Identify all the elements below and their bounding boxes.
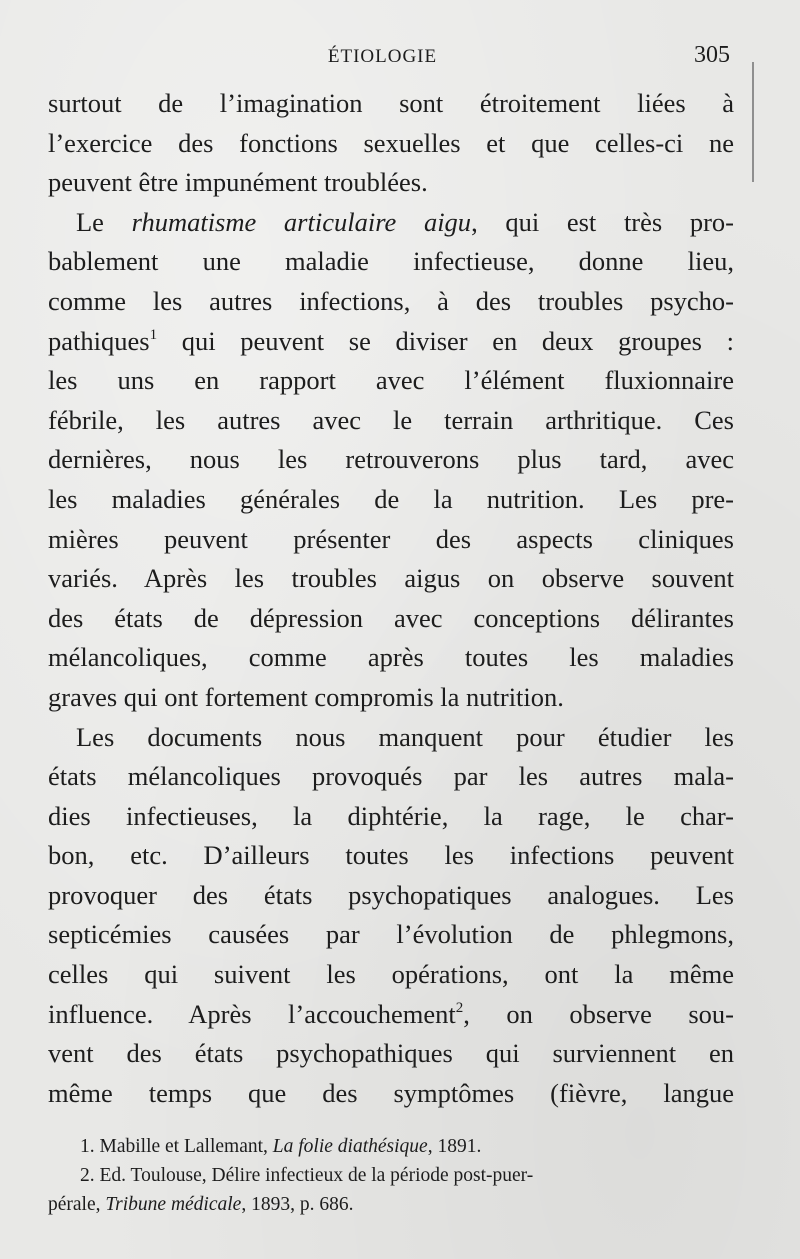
text-line: vent des états psychopathiques qui surviennent en [48, 1038, 734, 1069]
text-line [48, 203, 734, 243]
text-run: Le [76, 206, 132, 237]
text-line: fébrile, les autres avec le terrain arthritique. Ces [48, 404, 734, 435]
text-line: des états de dépression avec conceptions délirantes [48, 602, 734, 633]
text-line: états mélancoliques provoqués par les autres mala- [48, 761, 734, 792]
emphasis-text: La folie diathésique [272, 1136, 428, 1157]
text-line: celles qui suivent les opérations, ont la même [48, 959, 734, 990]
body-text [48, 84, 734, 1113]
footnote-ref: 1 [149, 326, 158, 343]
text-line: même temps que des symptômes (fièvre, langue [48, 1077, 734, 1108]
text-run: , qui est très pro- [471, 206, 734, 237]
text-run: pathiques [48, 325, 150, 356]
text-line: surtout de l’imagination sont étroitement liées à [48, 88, 734, 118]
text-line: mières peuvent présenter des aspects cliniques [48, 523, 734, 554]
text-run: , on observe sou- [463, 998, 734, 1029]
text-line [48, 322, 734, 362]
text-line: les uns en rapport avec l’élément fluxionnaire [48, 365, 734, 396]
text-line: septicémies causées par l’évolution de phlegmons, [48, 919, 734, 950]
text-line: bablement une maladie infectieuse, donne lieu, [48, 246, 734, 277]
text-line: Les documents nous manquent pour étudier les [76, 721, 734, 752]
text-line: les maladies générales de la nutrition. Les pre- [48, 483, 734, 514]
footnotes [48, 1132, 748, 1219]
text-run: influence. Après l’accouchement [48, 998, 456, 1029]
footnote-2-continued [48, 1190, 748, 1219]
margin-rule [752, 62, 754, 182]
text-line [48, 995, 734, 1035]
text-run: qui peuvent se diviser en deux groupes : [157, 325, 734, 356]
text-line: dernières, nous les retrouverons plus tard, avec [48, 444, 734, 475]
text-line: dies infectieuses, la diphtérie, la rage, le char- [48, 800, 734, 831]
page-number: 305 [694, 42, 730, 68]
text-line: provoquer des états psychopatiques analogues. Les [48, 879, 734, 910]
text-line: bon, etc. D’ailleurs toutes les infections peuvent [48, 840, 734, 871]
text-run: , 1893, p. 686. [241, 1194, 354, 1215]
footnote-2: 2. Ed. Toulouse, Délire infectieux de la période post-puer- [80, 1165, 534, 1186]
text-run: pérale, [48, 1194, 106, 1215]
footnote-ref: 2 [455, 999, 464, 1016]
text-run: 1. Mabille et Lallemant, [80, 1136, 273, 1157]
text-line: peuvent être impunément troublées. [48, 167, 428, 198]
running-head [0, 40, 800, 72]
footnote-1 [48, 1132, 748, 1161]
text-line: graves qui ont fortement compromis la nutrition. [48, 681, 564, 712]
text-line: variés. Après les troubles aigus on observe souvent [48, 563, 734, 594]
text-line: mélancoliques, comme après toutes les maladies [48, 642, 734, 673]
text-run: , 1891. [427, 1136, 482, 1157]
emphasis-text: Tribune médicale [105, 1194, 242, 1215]
text-line: comme les autres infections, à des troubles psycho- [48, 285, 734, 316]
emphasis-text: rhumatisme articulaire aigu [131, 206, 472, 237]
text-line: l’exercice des fonctions sexuelles et que celles-ci ne [48, 127, 734, 158]
running-title: ÉTIOLOGIE [327, 46, 438, 67]
